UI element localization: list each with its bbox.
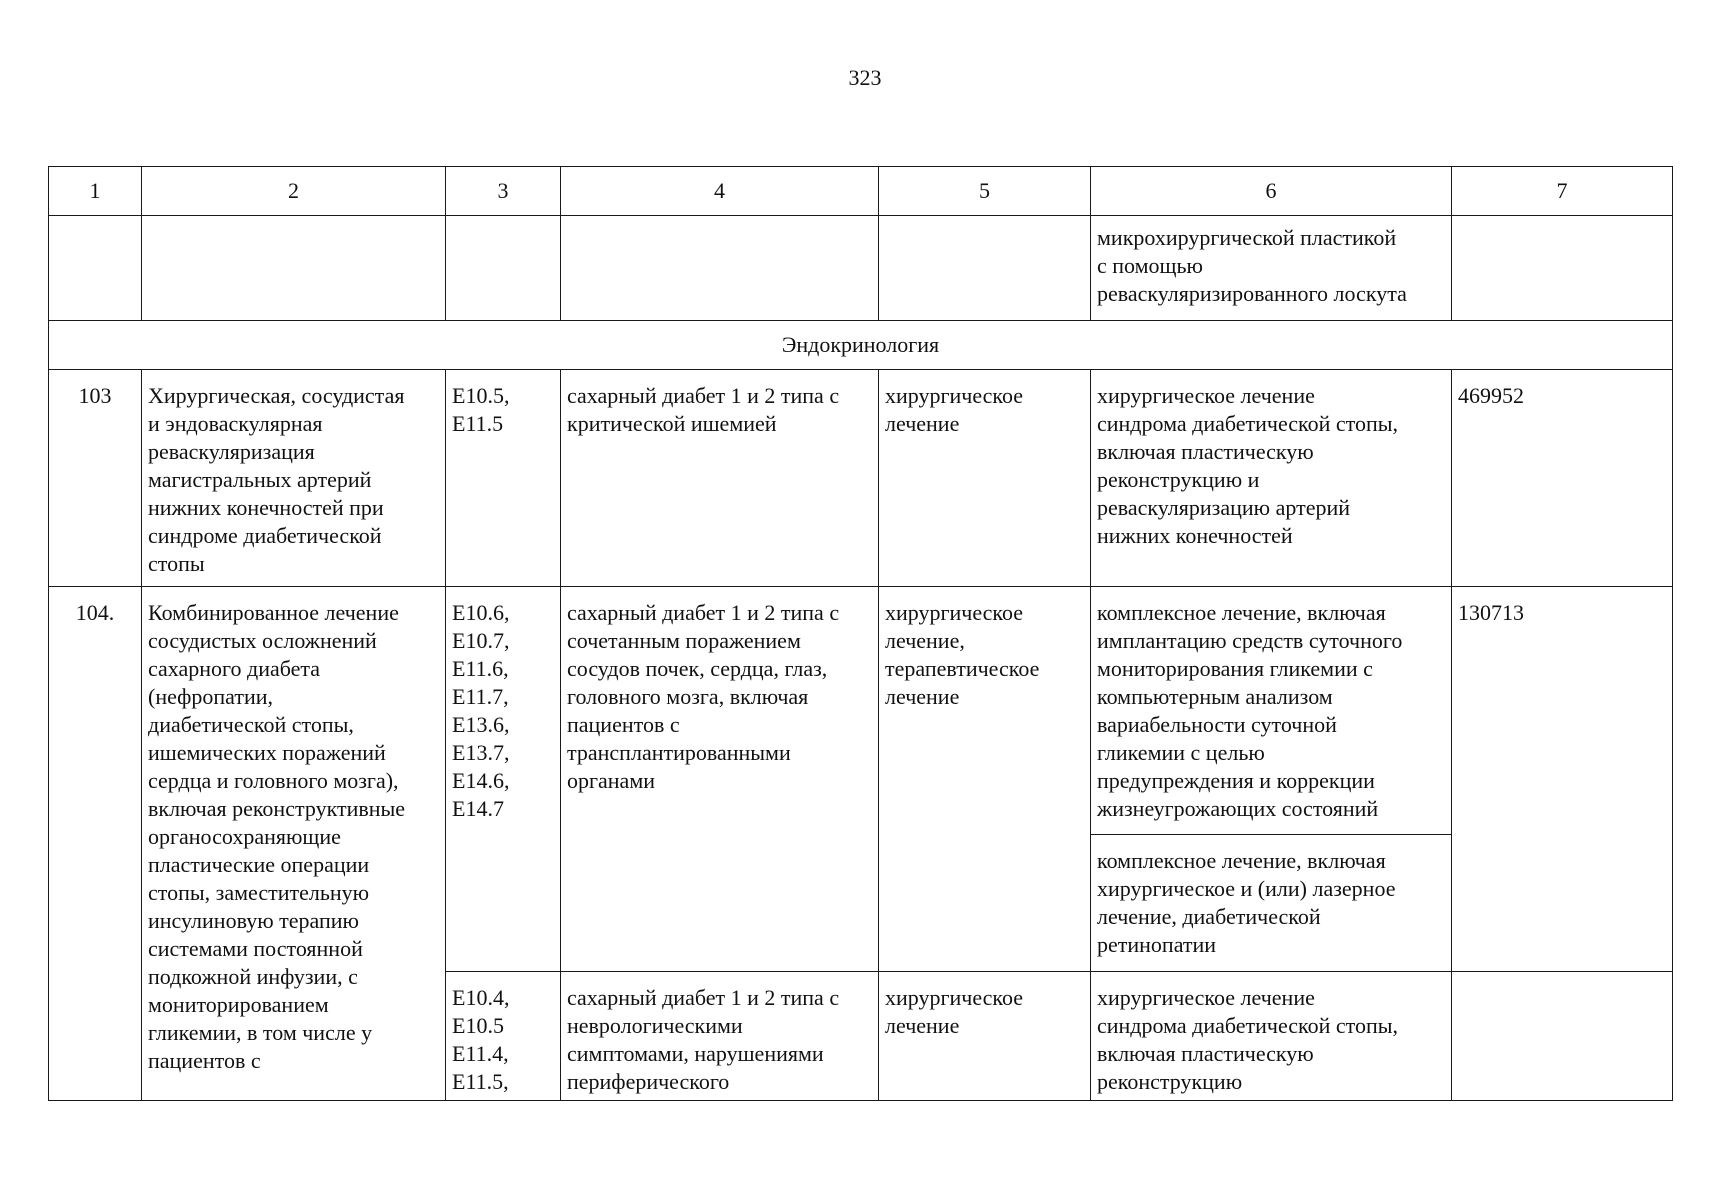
text-line: гликемии с целью — [1097, 740, 1265, 765]
patient-model-text — [567, 599, 872, 795]
text-line: (нефропатии, — [148, 684, 274, 709]
text-line: пациентов с — [148, 1048, 261, 1073]
text-line: комплексное лечение, включая — [1097, 848, 1386, 873]
header-col-5: 5 — [879, 167, 1091, 216]
text-line: сахарный диабет 1 и 2 типа с — [567, 383, 840, 408]
section-row — [49, 321, 1673, 370]
header-row — [49, 167, 1673, 216]
text-line: подкожной инфузии, с — [148, 964, 358, 989]
patient-model-text — [567, 382, 872, 438]
text-line: неврологическими — [567, 1013, 743, 1038]
row-number: 103 — [49, 370, 142, 587]
header-col-7: 7 — [1452, 167, 1673, 216]
text-line: лечение — [885, 684, 960, 709]
text-line: хирургическое лечение — [1097, 383, 1315, 408]
text-line: инсулиновую терапию — [148, 908, 359, 933]
text-line: органами — [567, 768, 656, 793]
patient-model-cell — [561, 972, 879, 1101]
text-line: пластические операции — [148, 852, 370, 877]
header-col-3: 3 — [446, 167, 561, 216]
text-line: E10.5 — [452, 1013, 504, 1038]
text-line: E11.7, — [452, 684, 509, 709]
icd-codes-cell — [446, 370, 561, 587]
text-line: лечение, — [885, 628, 965, 653]
header-col-6: 6 — [1091, 167, 1452, 216]
text-line: включая реконструктивные — [148, 796, 406, 821]
text-line: E10.6, — [452, 600, 510, 625]
text-line: хирургическое — [885, 985, 1024, 1010]
care-type-text — [148, 382, 439, 578]
continuation-cell-7 — [1452, 216, 1673, 321]
icd-codes-text — [452, 382, 554, 438]
continuation-method-text — [1097, 224, 1445, 308]
text-line: диабетической стопы, — [148, 712, 354, 737]
icd-codes-cell — [446, 972, 561, 1101]
text-line: имплантацию средств суточного — [1097, 628, 1403, 653]
text-line: включая пластическую — [1097, 439, 1314, 464]
text-line: E11.6, — [452, 656, 509, 681]
patient-model-cell — [561, 587, 879, 972]
icd-codes-text — [452, 599, 554, 823]
care-type-cell — [142, 370, 446, 587]
text-line: системами постоянной — [148, 936, 363, 961]
text-line: лечение, диабетической — [1097, 904, 1321, 929]
treatment-method-text — [1097, 599, 1445, 823]
text-line: трансплантированными — [567, 740, 791, 765]
treatment-method-text — [1097, 847, 1445, 959]
text-line: сахарный диабет 1 и 2 типа с — [567, 985, 840, 1010]
text-line: периферического — [567, 1069, 730, 1094]
text-line: сосудистых осложнений — [148, 628, 377, 653]
text-line: терапевтическое — [885, 656, 1040, 681]
text-line: сахарного диабета — [148, 656, 321, 681]
continuation-row — [49, 216, 1673, 321]
patient-model-cell — [561, 370, 879, 587]
text-line: лечение — [885, 411, 960, 436]
text-line: Комбинированное лечение — [148, 600, 399, 625]
table-row-103 — [49, 370, 1673, 587]
text-line: хирургическое — [885, 600, 1024, 625]
text-line: критической ишемией — [567, 411, 777, 436]
text-line: мониторированием — [148, 992, 329, 1017]
treatment-method-cell — [1091, 972, 1452, 1101]
text-line: с помощью — [1097, 253, 1203, 278]
text-line: E11.4, — [452, 1041, 509, 1066]
text-line: и эндоваскулярная — [148, 411, 323, 436]
text-line: хирургическое и (или) лазерное — [1097, 876, 1396, 901]
continuation-cell-3 — [446, 216, 561, 321]
header-col-2: 2 — [142, 167, 446, 216]
text-line: нижних конечностей — [1097, 523, 1293, 548]
text-line: сочетанным поражением — [567, 628, 801, 653]
header-col-1: 1 — [49, 167, 142, 216]
text-line: микрохирургической пластикой — [1097, 225, 1397, 250]
text-line: E11.5, — [452, 1069, 509, 1094]
text-line: E10.4, — [452, 985, 510, 1010]
text-line: предупреждения и коррекции — [1097, 768, 1375, 793]
text-line: лечение — [885, 1013, 960, 1038]
text-line: жизнеугрожающих состояний — [1097, 796, 1379, 821]
treatment-method-text — [1097, 382, 1445, 550]
text-line: сосудов почек, сердца, глаз, — [567, 656, 828, 681]
treatment-method-cell — [1091, 587, 1452, 835]
text-line: E13.7, — [452, 740, 510, 765]
treatment-method-cell — [1091, 370, 1452, 587]
text-line: синдрома диабетической стопы, — [1097, 1013, 1399, 1038]
text-line: включая пластическую — [1097, 1041, 1314, 1066]
header-col-4: 4 — [561, 167, 879, 216]
text-line: хирургическое — [885, 383, 1024, 408]
text-line: синдроме диабетической — [148, 523, 382, 548]
text-line: вариабельности суточной — [1097, 712, 1337, 737]
section-title: Эндокринология — [49, 321, 1673, 370]
text-line: мониторирования гликемии с — [1097, 656, 1373, 681]
text-line: ретинопатии — [1097, 932, 1217, 957]
patient-model-text — [567, 984, 872, 1096]
text-line: E14.6, — [452, 768, 510, 793]
text-line: стопы, заместительную — [148, 880, 370, 905]
text-line: сахарный диабет 1 и 2 типа с — [567, 600, 840, 625]
text-line: нижних конечностей при — [148, 495, 384, 520]
treatment-method-text — [1097, 984, 1445, 1096]
text-line: E11.5 — [452, 411, 504, 436]
cost-cell: 130713 — [1452, 587, 1673, 972]
continuation-cell-4 — [561, 216, 879, 321]
treatment-method-cell — [1091, 835, 1452, 972]
text-line: компьютерным анализом — [1097, 684, 1333, 709]
medical-care-table — [48, 166, 1673, 1101]
continuation-method-cell — [1091, 216, 1452, 321]
text-line: гликемии, в том числе у — [148, 1020, 373, 1045]
page-number: 323 — [848, 65, 882, 90]
text-line: пациентов с — [567, 712, 680, 737]
continuation-cell-1 — [49, 216, 142, 321]
icd-codes-text — [452, 984, 554, 1096]
text-line: реваскуляризацию артерий — [1097, 495, 1351, 520]
text-line: E13.6, — [452, 712, 510, 737]
text-line: E10.5, — [452, 383, 510, 408]
table-row-104 — [49, 587, 1673, 835]
text-line: реваскуляризированного лоскута — [1097, 281, 1407, 306]
text-line: хирургическое лечение — [1097, 985, 1315, 1010]
text-line: ишемических поражений — [148, 740, 386, 765]
treatment-type-cell — [879, 587, 1091, 972]
text-line: головного мозга, включая — [567, 684, 809, 709]
treatment-type-text — [885, 382, 1084, 438]
row-number: 104. — [49, 587, 142, 1101]
treatment-type-cell — [879, 972, 1091, 1101]
icd-codes-cell — [446, 587, 561, 972]
treatment-type-cell — [879, 370, 1091, 587]
care-type-cell — [142, 587, 446, 1101]
text-line: органосохраняющие — [148, 824, 341, 849]
text-line: Хирургическая, сосудистая — [148, 383, 405, 408]
text-line: E10.7, — [452, 628, 510, 653]
cost-cell: 469952 — [1452, 370, 1673, 587]
continuation-cell-5 — [879, 216, 1091, 321]
care-type-text — [148, 599, 439, 1075]
text-line: симптомами, нарушениями — [567, 1041, 824, 1066]
text-line: реконструкцию — [1097, 1069, 1243, 1094]
text-line: сердца и головного мозга), — [148, 768, 399, 793]
text-line: стопы — [148, 551, 205, 576]
text-line: E14.7 — [452, 796, 504, 821]
text-line: магистральных артерий — [148, 467, 372, 492]
text-line: реваскуляризация — [148, 439, 315, 464]
text-line: реконструкцию и — [1097, 467, 1260, 492]
cost-cell-empty — [1452, 972, 1673, 1101]
treatment-type-text — [885, 599, 1084, 711]
continuation-cell-2 — [142, 216, 446, 321]
treatment-type-text — [885, 984, 1084, 1040]
text-line: комплексное лечение, включая — [1097, 600, 1386, 625]
text-line: синдрома диабетической стопы, — [1097, 411, 1399, 436]
